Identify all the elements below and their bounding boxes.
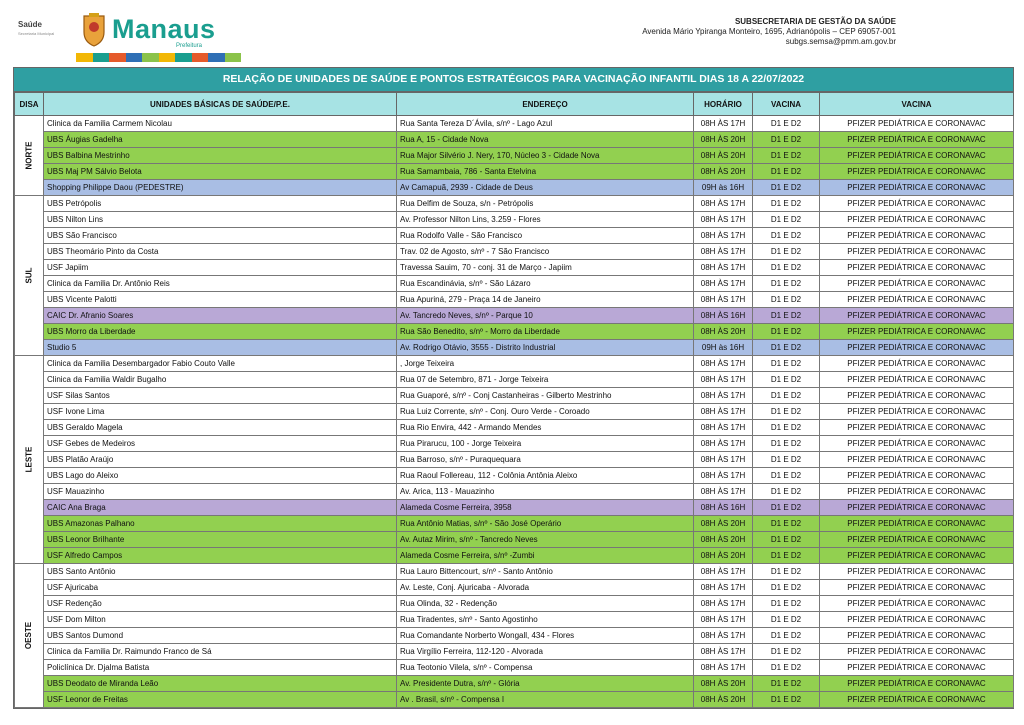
- disa-label: SUL: [24, 267, 34, 284]
- table-row: [15, 292, 1014, 308]
- unit-cell: USF Ajuricaba: [44, 580, 397, 596]
- table-row: [15, 612, 1014, 628]
- hours-cell: 08H ÀS 20H: [694, 548, 753, 564]
- vaccine-cell: PFIZER PEDIÁTRICA E CORONAVAC: [820, 164, 1014, 180]
- dose-cell: D1 E D2: [753, 500, 820, 516]
- unit-cell: CAIC Ana Braga: [44, 500, 397, 516]
- unit-cell: Shopping Philippe Daou (PEDESTRE): [44, 180, 397, 196]
- table-row: [15, 676, 1014, 692]
- table-row: [15, 500, 1014, 516]
- dose-cell: D1 E D2: [753, 212, 820, 228]
- address-cell: Rua Raoul Follereau, 112 - Colônia Antônia Aleixo: [397, 468, 694, 484]
- letterhead: [0, 0, 1024, 66]
- hours-cell: 09H às 16H: [694, 340, 753, 356]
- address-cell: Av. Presidente Dutra, s/nº - Glória: [397, 676, 694, 692]
- unit-cell: UBS Santo Antônio: [44, 564, 397, 580]
- address-cell: Rua Major Silvério J. Nery, 170, Núcleo 3 - Cidade Nova: [397, 148, 694, 164]
- dose-cell: D1 E D2: [753, 468, 820, 484]
- hours-cell: 08H ÀS 16H: [694, 500, 753, 516]
- col-header-hours: HORÁRIO: [694, 93, 753, 116]
- vaccine-cell: PFIZER PEDIÁTRICA E CORONAVAC: [820, 580, 1014, 596]
- address-cell: Av. Professor Nilton Lins, 3.259 - Flores: [397, 212, 694, 228]
- brand-name: Manaus: [112, 14, 216, 44]
- table-row: [15, 532, 1014, 548]
- table-row: [15, 548, 1014, 564]
- vaccine-cell: PFIZER PEDIÁTRICA E CORONAVAC: [820, 372, 1014, 388]
- unit-cell: Clinica da Familia Dr. Antônio Reis: [44, 276, 397, 292]
- address-cell: Rua Teotonio Vilela, s/nº - Compensa: [397, 660, 694, 676]
- table-row: [15, 484, 1014, 500]
- table-row: [15, 692, 1014, 708]
- hours-cell: 08H ÀS 20H: [694, 164, 753, 180]
- dose-cell: D1 E D2: [753, 628, 820, 644]
- vaccine-cell: PFIZER PEDIÁTRICA E CORONAVAC: [820, 468, 1014, 484]
- hours-cell: 08H ÀS 17H: [694, 244, 753, 260]
- unit-cell: UBS Lago do Aleixo: [44, 468, 397, 484]
- col-header-address: ENDEREÇO: [397, 93, 694, 116]
- hours-cell: 08H ÀS 17H: [694, 260, 753, 276]
- dose-cell: D1 E D2: [753, 276, 820, 292]
- unit-cell: USF Dom Milton: [44, 612, 397, 628]
- table-row: [15, 244, 1014, 260]
- address-cell: , Jorge Teixeira: [397, 356, 694, 372]
- table-row: [15, 148, 1014, 164]
- table-row: [15, 420, 1014, 436]
- vaccine-cell: PFIZER PEDIÁTRICA E CORONAVAC: [820, 660, 1014, 676]
- vaccine-cell: PFIZER PEDIÁTRICA E CORONAVAC: [820, 644, 1014, 660]
- table-title: RELAÇÃO DE UNIDADES DE SAÚDE E PONTOS ESTRATÉGICOS PARA VACINAÇÃO INFANTIL DIAS 18 A 22/07/2022: [14, 68, 1013, 92]
- saude-logo-text: Saúde: [18, 20, 43, 29]
- hours-cell: 08H ÀS 17H: [694, 372, 753, 388]
- vaccine-cell: PFIZER PEDIÁTRICA E CORONAVAC: [820, 292, 1014, 308]
- hours-cell: 09H às 16H: [694, 180, 753, 196]
- dose-cell: D1 E D2: [753, 484, 820, 500]
- unit-cell: UBS Theomário Pinto da Costa: [44, 244, 397, 260]
- dose-cell: D1 E D2: [753, 420, 820, 436]
- table-row: [15, 164, 1014, 180]
- dose-cell: D1 E D2: [753, 148, 820, 164]
- address-cell: Av . Brasil, s/nº - Compensa I: [397, 692, 694, 708]
- unit-cell: USF Alfredo Campos: [44, 548, 397, 564]
- vaccine-cell: PFIZER PEDIÁTRICA E CORONAVAC: [820, 196, 1014, 212]
- address-cell: Trav. 02 de Agosto, s/nº - 7 São Francisco: [397, 244, 694, 260]
- table-row: [15, 452, 1014, 468]
- dose-cell: D1 E D2: [753, 180, 820, 196]
- hours-cell: 08H ÀS 17H: [694, 292, 753, 308]
- hours-cell: 08H ÀS 17H: [694, 388, 753, 404]
- table-row: [15, 436, 1014, 452]
- hours-cell: 08H ÀS 20H: [694, 676, 753, 692]
- brand-stripe: [76, 53, 241, 62]
- table-row: [15, 372, 1014, 388]
- table-row: [15, 644, 1014, 660]
- dose-cell: D1 E D2: [753, 260, 820, 276]
- table-row: [15, 260, 1014, 276]
- address-cell: Rua A, 15 - Cidade Nova: [397, 132, 694, 148]
- table-row: [15, 212, 1014, 228]
- address-cell: Alameda Cosme Ferreira, s/nº -Zumbi: [397, 548, 694, 564]
- col-header-unit: UNIDADES BÁSICAS DE SAÚDE/P.E.: [44, 93, 397, 116]
- table-row: [15, 628, 1014, 644]
- unit-cell: UBS Deodato de Miranda Leão: [44, 676, 397, 692]
- dose-cell: D1 E D2: [753, 692, 820, 708]
- unit-cell: UBS Vicente Palotti: [44, 292, 397, 308]
- dose-cell: D1 E D2: [753, 548, 820, 564]
- org-address: Avenida Mário Ypiranga Monteiro, 1695, Adrianópolis – CEP 69057-001: [642, 27, 896, 36]
- table-row: [15, 660, 1014, 676]
- vaccine-cell: PFIZER PEDIÁTRICA E CORONAVAC: [820, 484, 1014, 500]
- disa-label: OESTE: [24, 621, 34, 650]
- address-cell: Av. Autaz Mirim, s/nº - Tancredo Neves: [397, 532, 694, 548]
- vaccine-cell: PFIZER PEDIÁTRICA E CORONAVAC: [820, 260, 1014, 276]
- unit-cell: Clinica da Familia Waldir Bugalho: [44, 372, 397, 388]
- table-row: [15, 404, 1014, 420]
- table-row: [15, 388, 1014, 404]
- vaccine-cell: PFIZER PEDIÁTRICA E CORONAVAC: [820, 628, 1014, 644]
- unit-cell: Clinica da Familia Dr. Raimundo Franco de Sá: [44, 644, 397, 660]
- address-cell: Rua Rodolfo Valle - São Francisco: [397, 228, 694, 244]
- hours-cell: 08H ÀS 20H: [694, 692, 753, 708]
- table-row: [15, 468, 1014, 484]
- units-table: [14, 92, 1014, 708]
- address-cell: Rua Apuriná, 279 - Praça 14 de Janeiro: [397, 292, 694, 308]
- address-cell: Rua São Benedito, s/nº - Morro da Liberdade: [397, 324, 694, 340]
- disa-cell: [15, 196, 44, 356]
- dose-cell: D1 E D2: [753, 676, 820, 692]
- address-cell: Rua Barroso, s/nº - Puraquequara: [397, 452, 694, 468]
- dose-cell: D1 E D2: [753, 564, 820, 580]
- address-cell: Rua Delfim de Souza, s/n - Petrópolis: [397, 196, 694, 212]
- dose-cell: D1 E D2: [753, 292, 820, 308]
- address-cell: Av. Tancredo Neves, s/nº - Parque 10: [397, 308, 694, 324]
- unit-cell: USF Japiim: [44, 260, 397, 276]
- hours-cell: 08H ÀS 17H: [694, 420, 753, 436]
- address-cell: Rua Olinda, 32 - Redenção: [397, 596, 694, 612]
- address-cell: Alameda Cosme Ferreira, 3958: [397, 500, 694, 516]
- address-cell: Rua Santa Tereza D´Ávila, s/nº - Lago Azul: [397, 116, 694, 132]
- unit-cell: Studio 5: [44, 340, 397, 356]
- address-cell: Av. Leste, Conj. Ajuricaba - Alvorada: [397, 580, 694, 596]
- col-header-dose: VACINA: [753, 93, 820, 116]
- table-row: [15, 340, 1014, 356]
- vaccine-cell: PFIZER PEDIÁTRICA E CORONAVAC: [820, 452, 1014, 468]
- vaccine-cell: PFIZER PEDIÁTRICA E CORONAVAC: [820, 308, 1014, 324]
- unit-cell: UBS Amazonas Palhano: [44, 516, 397, 532]
- vaccine-cell: PFIZER PEDIÁTRICA E CORONAVAC: [820, 548, 1014, 564]
- vaccine-cell: PFIZER PEDIÁTRICA E CORONAVAC: [820, 596, 1014, 612]
- vaccine-cell: PFIZER PEDIÁTRICA E CORONAVAC: [820, 420, 1014, 436]
- hours-cell: 08H ÀS 17H: [694, 212, 753, 228]
- unit-cell: CAIC Dr. Afranio Soares: [44, 308, 397, 324]
- address-cell: Av. Arica, 113 - Mauazinho: [397, 484, 694, 500]
- dose-cell: D1 E D2: [753, 196, 820, 212]
- hours-cell: 08H ÀS 17H: [694, 436, 753, 452]
- address-cell: Travessa Sauim, 70 - conj. 31 de Março - Japiim: [397, 260, 694, 276]
- address-cell: Rua Tiradentes, s/nº - Santo Agostinho: [397, 612, 694, 628]
- vaccine-cell: PFIZER PEDIÁTRICA E CORONAVAC: [820, 532, 1014, 548]
- table-row: [15, 116, 1014, 132]
- dose-cell: D1 E D2: [753, 372, 820, 388]
- table-row: [15, 564, 1014, 580]
- disa-cell: [15, 564, 44, 708]
- brand-subtitle: Prefeitura: [176, 43, 203, 49]
- hours-cell: 08H ÀS 17H: [694, 356, 753, 372]
- unit-cell: USF Redenção: [44, 596, 397, 612]
- table-row: [15, 308, 1014, 324]
- col-header-disa: DISA: [15, 93, 44, 116]
- unit-cell: UBS Geraldo Magela: [44, 420, 397, 436]
- dose-cell: D1 E D2: [753, 244, 820, 260]
- hours-cell: 08H ÀS 16H: [694, 308, 753, 324]
- saude-logo: [18, 20, 54, 38]
- dose-cell: D1 E D2: [753, 324, 820, 340]
- unit-cell: UBS Balbina Mestrinho: [44, 148, 397, 164]
- dose-cell: D1 E D2: [753, 356, 820, 372]
- vaccine-cell: PFIZER PEDIÁTRICA E CORONAVAC: [820, 324, 1014, 340]
- city-crest-icon: [80, 12, 108, 48]
- address-cell: Rua 07 de Setembro, 871 - Jorge Teixeira: [397, 372, 694, 388]
- unit-cell: Policlínica Dr. Djalma Batista: [44, 660, 397, 676]
- org-email: subgs.semsa@pmm.am.gov.br: [785, 37, 896, 46]
- dose-cell: D1 E D2: [753, 132, 820, 148]
- address-cell: Rua Rio Envira, 442 - Armando Mendes: [397, 420, 694, 436]
- hours-cell: 08H ÀS 17H: [694, 564, 753, 580]
- unit-cell: UBS Áugias Gadelha: [44, 132, 397, 148]
- unit-cell: USF Mauazinho: [44, 484, 397, 500]
- org-info: [642, 17, 896, 47]
- vaccine-cell: PFIZER PEDIÁTRICA E CORONAVAC: [820, 564, 1014, 580]
- hours-cell: 08H ÀS 17H: [694, 612, 753, 628]
- unit-cell: UBS Maj PM Sálvio Belota: [44, 164, 397, 180]
- header-row: [15, 93, 1014, 116]
- vaccine-cell: PFIZER PEDIÁTRICA E CORONAVAC: [820, 212, 1014, 228]
- address-cell: Rua Pirarucu, 100 - Jorge Teixeira: [397, 436, 694, 452]
- vaccine-cell: PFIZER PEDIÁTRICA E CORONAVAC: [820, 612, 1014, 628]
- address-cell: Rua Escandinávia, s/nº - São Lázaro: [397, 276, 694, 292]
- address-cell: Rua Samambaia, 786 - Santa Etelvina: [397, 164, 694, 180]
- table-row: [15, 356, 1014, 372]
- vaccine-cell: PFIZER PEDIÁTRICA E CORONAVAC: [820, 516, 1014, 532]
- unit-cell: UBS Morro da Liberdade: [44, 324, 397, 340]
- unit-cell: USF Gebes de Medeiros: [44, 436, 397, 452]
- disa-label: NORTE: [24, 141, 34, 170]
- table-body: [15, 116, 1014, 708]
- address-cell: Av. Rodrigo Otávio, 3555 - Distrito Industrial: [397, 340, 694, 356]
- dose-cell: D1 E D2: [753, 436, 820, 452]
- table-row: [15, 596, 1014, 612]
- dose-cell: D1 E D2: [753, 388, 820, 404]
- hours-cell: 08H ÀS 17H: [694, 468, 753, 484]
- vaccine-cell: PFIZER PEDIÁTRICA E CORONAVAC: [820, 132, 1014, 148]
- hours-cell: 08H ÀS 17H: [694, 196, 753, 212]
- unit-cell: USF Leonor de Freitas: [44, 692, 397, 708]
- disa-label: LESTE: [24, 446, 34, 473]
- dose-cell: D1 E D2: [753, 228, 820, 244]
- hours-cell: 08H ÀS 17H: [694, 628, 753, 644]
- hours-cell: 08H ÀS 17H: [694, 404, 753, 420]
- table-row: [15, 132, 1014, 148]
- vaccine-cell: PFIZER PEDIÁTRICA E CORONAVAC: [820, 244, 1014, 260]
- org-title: SUBSECRETARIA DE GESTÃO DA SAÚDE: [734, 17, 896, 26]
- unit-cell: UBS Petrópolis: [44, 196, 397, 212]
- vaccine-cell: PFIZER PEDIÁTRICA E CORONAVAC: [820, 500, 1014, 516]
- disa-cell: [15, 356, 44, 564]
- dose-cell: D1 E D2: [753, 532, 820, 548]
- table-row: [15, 228, 1014, 244]
- col-header-vaccine: VACINA: [820, 93, 1014, 116]
- address-cell: Rua Antônio Matias, s/nº - São José Operário: [397, 516, 694, 532]
- dose-cell: D1 E D2: [753, 580, 820, 596]
- address-cell: Rua Guaporé, s/nº - Conj Castanheiras - Gilberto Mestrinho: [397, 388, 694, 404]
- table-row: [15, 324, 1014, 340]
- vaccine-cell: PFIZER PEDIÁTRICA E CORONAVAC: [820, 436, 1014, 452]
- address-cell: Av Camapuã, 2939 - Cidade de Deus: [397, 180, 694, 196]
- vaccine-cell: PFIZER PEDIÁTRICA E CORONAVAC: [820, 180, 1014, 196]
- dose-cell: D1 E D2: [753, 404, 820, 420]
- unit-cell: USF Ivone Lima: [44, 404, 397, 420]
- dose-cell: D1 E D2: [753, 612, 820, 628]
- dose-cell: D1 E D2: [753, 660, 820, 676]
- vaccine-cell: PFIZER PEDIÁTRICA E CORONAVAC: [820, 692, 1014, 708]
- hours-cell: 08H ÀS 20H: [694, 148, 753, 164]
- hours-cell: 08H ÀS 20H: [694, 516, 753, 532]
- hours-cell: 08H ÀS 17H: [694, 484, 753, 500]
- vaccine-cell: PFIZER PEDIÁTRICA E CORONAVAC: [820, 404, 1014, 420]
- unit-cell: UBS São Francisco: [44, 228, 397, 244]
- vaccination-table: [13, 67, 1014, 709]
- table-row: [15, 580, 1014, 596]
- dose-cell: D1 E D2: [753, 116, 820, 132]
- dose-cell: D1 E D2: [753, 596, 820, 612]
- unit-cell: Clinica da Familia Desembargador Fabio Couto Valle: [44, 356, 397, 372]
- hours-cell: 08H ÀS 17H: [694, 596, 753, 612]
- dose-cell: D1 E D2: [753, 308, 820, 324]
- address-cell: Rua Luiz Corrente, s/nº - Conj. Ouro Verde - Coroado: [397, 404, 694, 420]
- hours-cell: 08H ÀS 17H: [694, 276, 753, 292]
- hours-cell: 08H ÀS 20H: [694, 532, 753, 548]
- hours-cell: 08H ÀS 20H: [694, 324, 753, 340]
- hours-cell: 08H ÀS 17H: [694, 452, 753, 468]
- unit-cell: USF Silas Santos: [44, 388, 397, 404]
- vaccine-cell: PFIZER PEDIÁTRICA E CORONAVAC: [820, 676, 1014, 692]
- table-row: [15, 276, 1014, 292]
- vaccine-cell: PFIZER PEDIÁTRICA E CORONAVAC: [820, 388, 1014, 404]
- address-cell: Rua Lauro Bittencourt, s/nº - Santo Antônio: [397, 564, 694, 580]
- dose-cell: D1 E D2: [753, 452, 820, 468]
- vaccine-cell: PFIZER PEDIÁTRICA E CORONAVAC: [820, 148, 1014, 164]
- hours-cell: 08H ÀS 20H: [694, 132, 753, 148]
- hours-cell: 08H ÀS 17H: [694, 660, 753, 676]
- vaccine-cell: PFIZER PEDIÁTRICA E CORONAVAC: [820, 356, 1014, 372]
- unit-cell: UBS Leonor Brilhante: [44, 532, 397, 548]
- hours-cell: 08H ÀS 17H: [694, 116, 753, 132]
- hours-cell: 08H ÀS 17H: [694, 228, 753, 244]
- vaccine-cell: PFIZER PEDIÁTRICA E CORONAVAC: [820, 228, 1014, 244]
- disa-cell: [15, 116, 44, 196]
- address-cell: Rua Comandante Norberto Wongall, 434 - Flores: [397, 628, 694, 644]
- unit-cell: UBS Platão Araújo: [44, 452, 397, 468]
- vaccine-cell: PFIZER PEDIÁTRICA E CORONAVAC: [820, 116, 1014, 132]
- dose-cell: D1 E D2: [753, 164, 820, 180]
- table-row: [15, 180, 1014, 196]
- table-row: [15, 196, 1014, 212]
- dose-cell: D1 E D2: [753, 516, 820, 532]
- unit-cell: UBS Santos Dumond: [44, 628, 397, 644]
- dose-cell: D1 E D2: [753, 340, 820, 356]
- table-row: [15, 516, 1014, 532]
- hours-cell: 08H ÀS 17H: [694, 580, 753, 596]
- saude-logo-subtext: Secretaria Municipal: [18, 31, 55, 36]
- vaccine-cell: PFIZER PEDIÁTRICA E CORONAVAC: [820, 340, 1014, 356]
- dose-cell: D1 E D2: [753, 644, 820, 660]
- address-cell: Rua Virgílio Ferreira, 112-120 - Alvorada: [397, 644, 694, 660]
- unit-cell: UBS Nilton Lins: [44, 212, 397, 228]
- unit-cell: Clinica da Familia Carmem Nicolau: [44, 116, 397, 132]
- hours-cell: 08H ÀS 17H: [694, 644, 753, 660]
- vaccine-cell: PFIZER PEDIÁTRICA E CORONAVAC: [820, 276, 1014, 292]
